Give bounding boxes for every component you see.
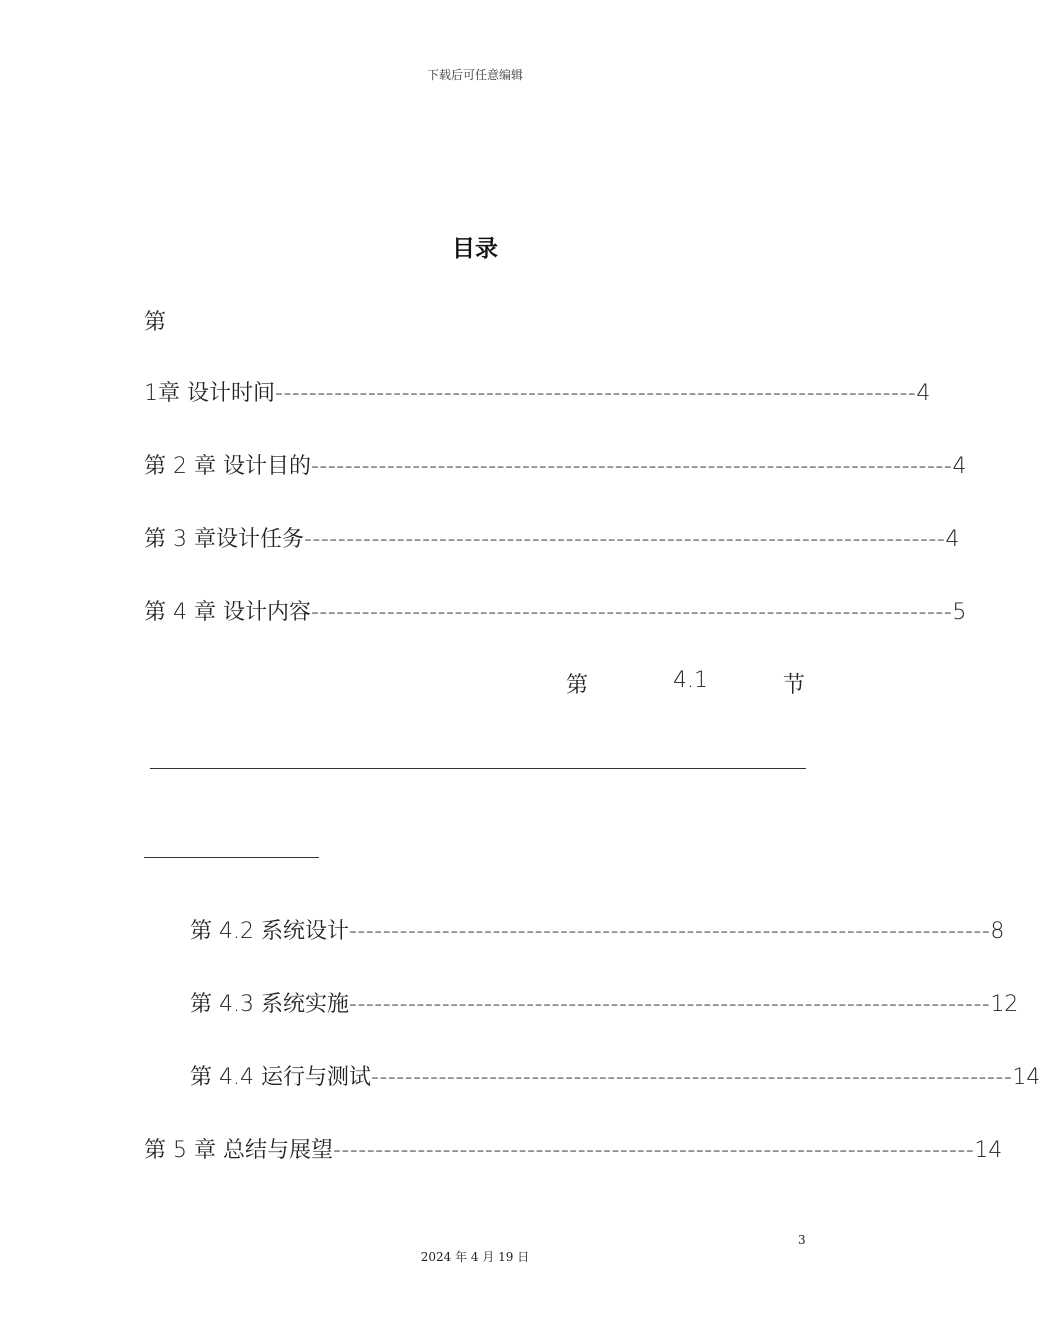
- toc-leader: ----------------------------------------------------------------------------: [275, 381, 917, 406]
- toc-entry-chapter-3[interactable]: [144, 522, 960, 556]
- toc-entry-label: 1章 设计时间: [144, 381, 275, 406]
- toc-page-number: 12: [990, 992, 1019, 1017]
- orphan-char: 第: [144, 310, 167, 335]
- toc-page-number: 14: [974, 1138, 1003, 1163]
- toc-entry-label: 第 4 章 设计内容: [144, 600, 311, 625]
- toc-leader: ----------------------------------------------------------------------------: [310, 454, 953, 479]
- toc-leader: ----------------------------------------------------------------------------: [303, 527, 946, 552]
- toc-leader: ----------------------------------------------------------------------------: [310, 600, 953, 625]
- toc-entry-label: 第 5 章 总结与展望: [144, 1138, 333, 1163]
- toc-entry-label: 第 4.4 运行与测试: [190, 1065, 371, 1090]
- toc-page-number: 4: [945, 527, 960, 552]
- toc-entry-chapter-2[interactable]: [144, 449, 967, 483]
- toc-entry-section-4-4[interactable]: [190, 1060, 1040, 1094]
- section-4-1-underline-continued: [144, 857, 319, 858]
- toc-entry-section-4-3[interactable]: [190, 987, 1019, 1021]
- toc-page-number: 4: [952, 454, 967, 479]
- toc-entry-section-4-2[interactable]: [190, 914, 1005, 948]
- toc-leader: ----------------------------------------------------------------------------: [370, 1065, 1013, 1090]
- toc-entry-chapter-4[interactable]: [144, 595, 967, 629]
- toc-entry-chapter-1[interactable]: [144, 376, 931, 410]
- toc-entry-chapter-5[interactable]: [144, 1133, 1003, 1167]
- toc-entry-label: 第 4.3 系统实施: [190, 992, 349, 1017]
- toc-entry-label: 第 2 章 设计目的: [144, 454, 311, 479]
- toc-entry-label: 第 4.2 系统设计: [190, 919, 349, 944]
- toc-page-number: 8: [990, 919, 1005, 944]
- toc-leader: ----------------------------------------------------------------------------: [348, 992, 991, 1017]
- footer-date: 2024 年 4 月 19 日: [420, 1250, 530, 1264]
- toc-page-number: 14: [1012, 1065, 1040, 1090]
- section-4-1-underline: [150, 768, 806, 769]
- toc-leader: ----------------------------------------------------------------------------: [332, 1138, 975, 1163]
- toc-title: 目录: [452, 236, 498, 262]
- page-header: 下载后可任意编辑: [426, 68, 523, 82]
- section-4-1-number: 4.1: [673, 668, 708, 693]
- section-4-1-suffix: 节: [783, 673, 806, 698]
- toc-page-number: 4: [916, 381, 931, 406]
- toc-leader: ----------------------------------------------------------------------------: [348, 919, 991, 944]
- toc-entry-label: 第 3 章设计任务: [144, 527, 304, 552]
- toc-page-number: 5: [952, 600, 967, 625]
- section-4-1-prefix: 第: [566, 673, 589, 698]
- page-number: 3: [798, 1233, 806, 1247]
